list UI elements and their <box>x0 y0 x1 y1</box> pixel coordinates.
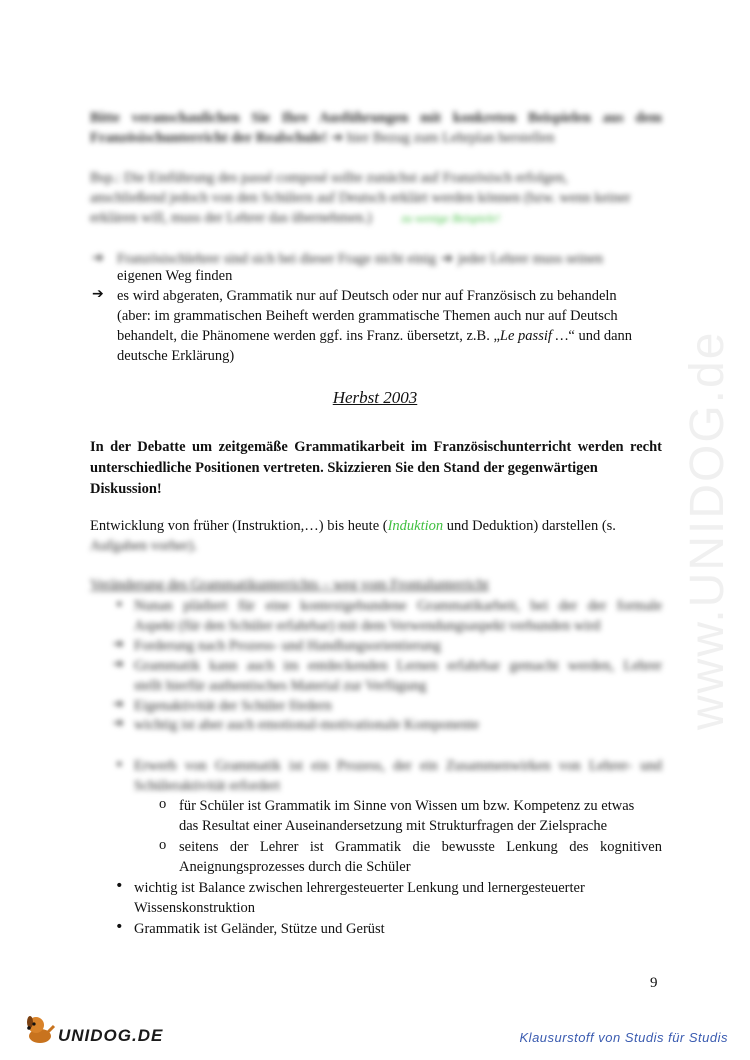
arrow-item-2-line-2: (aber: im grammatischen Beiheft werden grammatische Themen auch nur auf Deutsch <box>117 308 618 324</box>
change-heading: Veränderung des Grammatikunterrichts – weg vom Frontalunterricht <box>90 577 489 593</box>
question-1-line-1: Bitte veranschaulichen Sie Ihre Ausführungen mit konkreten Beispielen aus dem <box>90 110 662 126</box>
circle-bullet-icon: o <box>159 837 167 853</box>
arrow-icon: ➔ <box>92 250 104 266</box>
final-item-1-line-1: wichtig ist Balance zwischen lehrergesteuerter Lenkung und lernergesteuerter <box>134 880 585 896</box>
bullet-icon: • <box>115 878 124 894</box>
example-note: zu wenige Beispiele! <box>401 211 501 225</box>
sub-item-1-line-1: für Schüler ist Grammatik im Sinne von Wissen um bzw. Kompetenz zu etwas <box>179 798 635 814</box>
arrow-item-1-line-1: Französischlehrer sind sich bei dieser Frage nicht einig ➔ jeder Lehrer muss seinen <box>117 251 604 267</box>
bullet-icon: • <box>115 757 124 773</box>
arrow-item-2-line-1: es wird abgeraten, Grammatik nur auf Deutsch oder nur auf Französisch zu behandeln <box>117 288 617 304</box>
circle-bullet-icon: o <box>159 796 167 812</box>
final-item-2: Grammatik ist Geländer, Stütze und Gerüst <box>134 921 385 937</box>
example-line-2: anschließend jedoch von den Schülern auf Deutsch erklärt werden können (bzw. wenn keiner <box>90 190 631 206</box>
change-item-4: Eigenaktivität der Schüler fördern <box>134 698 332 714</box>
bullet-icon: • <box>115 919 124 935</box>
section-title: Herbst 2003 <box>332 388 418 407</box>
acquisition-line-1: Erwerb von Grammatik ist ein Prozess, der ein Zusammenwirken von Lehrer- und <box>134 758 662 774</box>
logo-text[interactable]: UNIDOG.DE <box>58 1026 164 1045</box>
induktion-highlight: Induktion <box>387 518 444 534</box>
arrow-icon: ➔ <box>113 657 124 672</box>
footer-slogan: Klausurstoff von Studis für Studis <box>519 1030 728 1045</box>
page-number: 9 <box>650 975 658 991</box>
change-item-3-line-1: Grammatik kann auch im entdeckenden Lernen erfahrbar gemacht werden, Lehrer <box>134 658 662 674</box>
bullet-icon: • <box>115 597 124 613</box>
arrow-item-2-line-3: behandelt, die Phänomene werden ggf. ins Franz. übersetzt, z.B. „Le passif …“ und dann <box>117 328 633 344</box>
watermark: www.UNIDOG.de <box>681 330 734 730</box>
arrow-icon: ➔ <box>113 637 124 652</box>
change-item-1-line-1: Nunan plädiert für eine kontextgebundene Grammatikarbeit, bei der der formale <box>134 598 662 614</box>
arrow-icon: ➔ <box>113 697 124 712</box>
sub-item-1-line-2: das Resultat einer Auseinandersetzung mit Strukturfragen der Zielsprache <box>179 818 608 834</box>
development-line-1: Entwicklung von früher (Instruktion,…) bis heute (Induktion und Deduktion) darstellen (s. <box>90 518 616 534</box>
change-item-1-line-2: Aspekt (für den Schüler erfahrbar) mit dem Verwendungsaspekt verbunden wird <box>134 618 601 634</box>
question-1-line-2: Französischunterricht der Realschule! ➔ hier Bezug zum Lehrplan herstellen <box>90 130 555 146</box>
example-line-1: Bsp.: Die Einführung des passé composé sollte zunächst auf Französisch erfolgen, <box>90 170 568 186</box>
dog-logo-icon <box>24 1014 56 1046</box>
acquisition-line-2: Schüleraktivität erfordert <box>134 778 281 794</box>
arrow-icon: ➔ <box>92 286 104 302</box>
arrow-item-2-line-4: deutsche Erklärung) <box>117 348 235 364</box>
question-2-line-2: unterschiedliche Positionen vertreten. Skizzieren Sie den Stand der gegenwärtigen <box>90 460 598 476</box>
question-2-line-1: In der Debatte um zeitgemäße Grammatikarbeit im Französischunterricht werden recht <box>90 439 662 455</box>
arrow-item-1-line-2: eigenen Weg finden <box>117 268 233 284</box>
arrow-icon: ➔ <box>113 716 124 731</box>
arrow-icon: ➔ <box>330 130 344 146</box>
change-item-3-line-2: stellt hierfür authentisches Material zur Verfügung <box>134 678 427 694</box>
development-line-2: Aufgaben vorher). <box>90 538 198 554</box>
sub-item-2-line-1: seitens der Lehrer ist Grammatik die bewusste Lenkung des kognitiven <box>179 839 662 855</box>
final-item-1-line-2: Wissenskonstruktion <box>134 900 256 916</box>
sub-item-2-line-2: Aneignungsprozesses durch die Schüler <box>179 859 411 875</box>
example-line-3: erklären will, muss der Lehrer das übernehmen.) zu wenige Beispiele! <box>90 210 501 226</box>
change-item-5: wichtig ist aber auch emotional-motivationale Komponente <box>134 717 480 733</box>
change-item-2: Forderung nach Prozess- und Handlungsorientierung <box>134 638 441 654</box>
question-2-line-3: Diskussion! <box>90 481 162 497</box>
